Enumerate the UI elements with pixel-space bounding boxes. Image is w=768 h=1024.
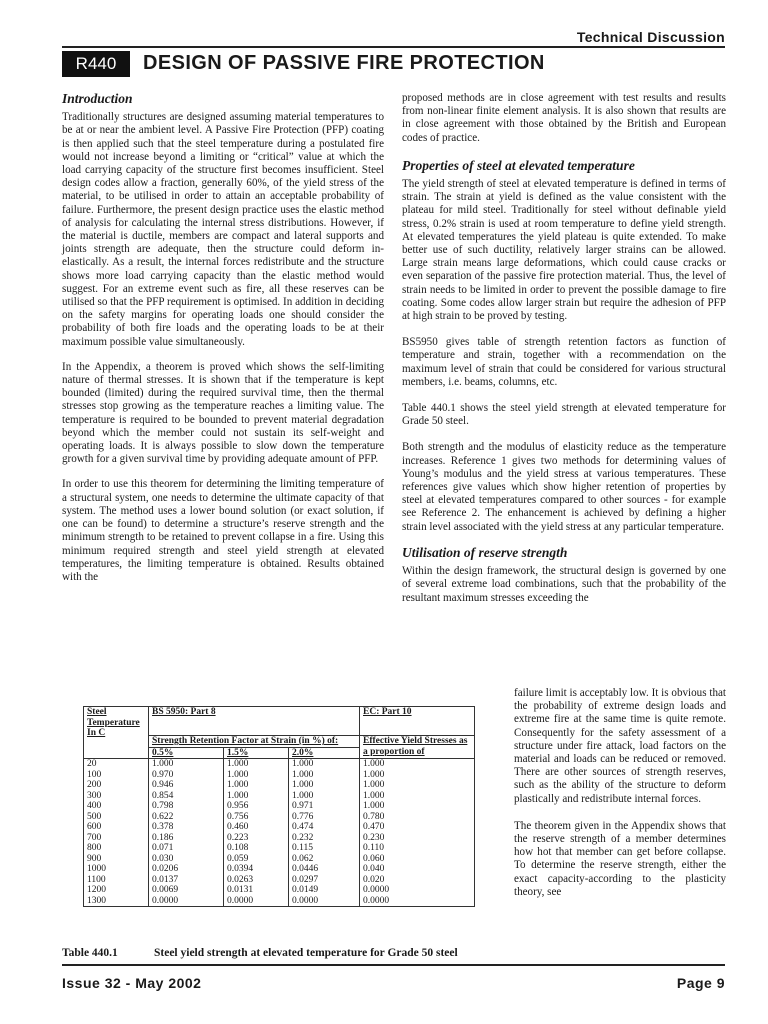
- table-cell: 0.0263: [224, 875, 289, 886]
- header-rule: [62, 46, 725, 48]
- intro-paragraph-2: In the Appendix, a theorem is proved which shows the self-limiting nature of thermal stresses. It is shown that if the temperature is kept bounded (limited) during the required survival time, then the thermal stresses stop growing as the temperature reaches a limiting value. The temperature is required to be bounded to prevent material degradation beyond which the member could not sustain its self-weight and operating loads. It is always possible to slow down the temperature growth for a given survival time by providing adequate amount of PFP.: [62, 360, 384, 466]
- table-row: [84, 791, 475, 802]
- table-cell: 1.000: [289, 770, 360, 781]
- table-cell: 1.000: [360, 780, 475, 791]
- table-row: [84, 885, 475, 896]
- table-cell: 1.000: [224, 759, 289, 770]
- table-row: [84, 770, 475, 781]
- table-cell: 0.0206: [149, 864, 224, 875]
- table-cell: 1.000: [224, 780, 289, 791]
- properties-paragraph-2: BS5950 gives table of strength retention factors as function of temperature and strain, together with a recommendation on the maximum level of strain that could be considered for various structural members, i.e. beams, columns, etc.: [402, 336, 726, 388]
- table-cell: 1.000: [360, 791, 475, 802]
- table-cell: 0.0000: [289, 896, 360, 907]
- table-cell: 0.230: [360, 833, 475, 844]
- table-cell: 1.000: [289, 780, 360, 791]
- table-cell: 0.040: [360, 864, 475, 875]
- table-body: [84, 759, 475, 907]
- issue-label: Issue 32 - May 2002: [62, 975, 202, 991]
- table-caption-text: Steel yield strength at elevated temperature for Grade 50 steel: [154, 947, 458, 959]
- table-row: [84, 833, 475, 844]
- right-column: [402, 92, 726, 605]
- table-cell: 0.0149: [289, 885, 360, 896]
- right-column-narrow: [514, 687, 726, 911]
- table-cell: 0.0394: [224, 864, 289, 875]
- table-cell: 0.798: [149, 801, 224, 812]
- table-cell: 0.378: [149, 822, 224, 833]
- left-column: [62, 92, 384, 596]
- table-subheader-ec: Effective Yield Stresses as a proportion of: [360, 736, 475, 759]
- table-cell: 1000: [84, 864, 149, 875]
- intro-paragraph-3: In order to use this theorem for determining the limiting temperature of a structural system, one needs to determine the ultimate capacity of that system. The method uses a lower bound solution (or exact solution, if one can be found) to determine a structure’s reserve strength and the minimum strength to be retained to prevent collapse in a fire. Using this minimum required strength and steel yield strength at elevated temperatures, the limiting temperature is obtained. Results obtained with the: [62, 478, 384, 583]
- table-cell: 0.460: [224, 822, 289, 833]
- table-cell: 0.780: [360, 812, 475, 823]
- table-cell: 0.0446: [289, 864, 360, 875]
- table-caption: [62, 947, 458, 959]
- table-cell: 0.030: [149, 854, 224, 865]
- table-cell: 0.108: [224, 843, 289, 854]
- table-cell: 0.971: [289, 801, 360, 812]
- table-cell: 200: [84, 780, 149, 791]
- table-cell: 0.0131: [224, 885, 289, 896]
- properties-heading: Properties of steel at elevated temperature: [402, 157, 635, 173]
- table-cell: 0.0000: [360, 885, 475, 896]
- article-title: DESIGN OF PASSIVE FIRE PROTECTION: [143, 52, 545, 74]
- article-badge: R440: [62, 51, 130, 77]
- table-cell: 0.115: [289, 843, 360, 854]
- table-cell: 600: [84, 822, 149, 833]
- utilisation-paragraph-1b: failure limit is acceptably low. It is obvious that the probability of extreme design loads and extreme fire at the same time is quite remote. Consequently for the safety assessment of a structure under fire attack, load factors on the material and loads can be reduced or removed. There are other sources of strength reserves, such as the ability of the structure to deform plastically and redistribute internal forces.: [514, 687, 726, 805]
- table-cell: 0.956: [224, 801, 289, 812]
- properties-paragraph-1: The yield strength of steel at elevated temperature is defined in terms of strain. The strain at yield is defined as the value consistent with the plateau for mild steel. Traditionally for steel without definable yield stress, 0.2% strain is used at room temperature to define yield strength. At elevated temperatures the yield plateau is quite extended. To make better use of such ductility, relatively larger strains can be allowed. Large strain means large deformations, which could cause cracks or even separation of the passive fire protection material. Thus, the level of strain needs to be limited in order to prevent the possible damage to fire coating. Some codes allow larger strain but require the adhesion of PFP at high strain to be proved by testing.: [402, 178, 726, 323]
- table-cell: 0.186: [149, 833, 224, 844]
- table-cell: 1.000: [224, 770, 289, 781]
- table-cell: 0.0000: [224, 896, 289, 907]
- table-cell: 100: [84, 770, 149, 781]
- table-cell: 1.000: [360, 770, 475, 781]
- table-cell: 1200: [84, 885, 149, 896]
- table-cell: 1.000: [224, 791, 289, 802]
- table-cell: 0.0000: [360, 896, 475, 907]
- table-cell: 0.0069: [149, 885, 224, 896]
- table-cell: 0.854: [149, 791, 224, 802]
- table-cell: 0.622: [149, 812, 224, 823]
- table-row: [84, 822, 475, 833]
- table-header-temperature: Steel Temperature In C: [84, 707, 149, 759]
- footer-rule: [62, 964, 725, 966]
- table-strain-2: 1.5%: [224, 747, 289, 759]
- section-label: Technical Discussion: [576, 29, 725, 45]
- table-cell: 1.000: [149, 759, 224, 770]
- table-cell: 0.062: [289, 854, 360, 865]
- table-row: [84, 780, 475, 791]
- table-row: [84, 812, 475, 823]
- table-cell: 0.474: [289, 822, 360, 833]
- table-cell: 0.060: [360, 854, 475, 865]
- table-cell: 0.756: [224, 812, 289, 823]
- utilisation-heading: Utilisation of reserve strength: [402, 544, 568, 560]
- steel-strength-table: [83, 706, 475, 907]
- page-number: Page 9: [676, 975, 725, 991]
- table-cell: 0.0297: [289, 875, 360, 886]
- table-row: [84, 875, 475, 886]
- table-cell: 1.000: [289, 791, 360, 802]
- table-row: [84, 864, 475, 875]
- table-cell: 0.059: [224, 854, 289, 865]
- introduction-heading: Introduction: [62, 91, 133, 106]
- table-cell: 0.020: [360, 875, 475, 886]
- table-cell: 900: [84, 854, 149, 865]
- table-caption-label: Table 440.1: [62, 947, 118, 959]
- table-cell: 0.232: [289, 833, 360, 844]
- table-row: [84, 801, 475, 812]
- intro-paragraph-4: proposed methods are in close agreement with test results and results from non-linear finite element analysis. It is also shown that results are in close agreement with those obtained by the British and European codes of practice.: [402, 92, 726, 144]
- table-cell: 1.000: [289, 759, 360, 770]
- table-cell: 0.946: [149, 780, 224, 791]
- table-strain-3: 2.0%: [289, 747, 360, 759]
- table-cell: 800: [84, 843, 149, 854]
- table-cell: 20: [84, 759, 149, 770]
- table-cell: 0.071: [149, 843, 224, 854]
- table-cell: 1.000: [360, 759, 475, 770]
- table-row: [84, 854, 475, 865]
- table-strain-1: 0.5%: [149, 747, 224, 759]
- table-cell: 400: [84, 801, 149, 812]
- table-cell: 0.0000: [149, 896, 224, 907]
- table-cell: 300: [84, 791, 149, 802]
- table-cell: 1.000: [360, 801, 475, 812]
- table-cell: 1300: [84, 896, 149, 907]
- table-cell: 500: [84, 812, 149, 823]
- table-cell: 0.223: [224, 833, 289, 844]
- properties-paragraph-4: Both strength and the modulus of elasticity reduce as the temperature increases. Reference 1 gives two methods for determining values of Young’s modulus and the yield stress at various temperatures. These references give values which show higher retention of properties by steel at elevated temperatures compared to other sources - for example see Reference 2. The enhancement is achieved by defining a higher strain level associated with the yield stress at any particular temperature.: [402, 441, 726, 533]
- utilisation-paragraph-2: The theorem given in the Appendix shows that the reserve strength of a member determines how hot that member can get before collapse. To determine the reserve strength, either the exact capacity-according to the plasticity theory, see: [514, 819, 726, 898]
- table-cell: 0.110: [360, 843, 475, 854]
- table-row: [84, 759, 475, 770]
- table-cell: 0.776: [289, 812, 360, 823]
- table-header-bs5950: BS 5950: Part 8: [149, 707, 360, 736]
- table-cell: 0.0137: [149, 875, 224, 886]
- table-cell: 0.970: [149, 770, 224, 781]
- table-row: [84, 843, 475, 854]
- table-cell: 1100: [84, 875, 149, 886]
- table-header-ec: EC: Part 10: [360, 707, 475, 736]
- utilisation-paragraph-1a: Within the design framework, the structural design is governed by one of several extreme load combinations, such that the probability of the resultant maximum stresses exceeding the: [402, 565, 726, 604]
- table-row: [84, 896, 475, 907]
- table-cell: 700: [84, 833, 149, 844]
- table-subheader-bs5950: Strength Retention Factor at Strain (in %) of:: [149, 736, 360, 748]
- table-cell: 0.470: [360, 822, 475, 833]
- intro-paragraph-1: Traditionally structures are designed assuming material temperatures to be at or near the ambient level. A Passive Fire Protection (PFP) coating is then applied such that the steel temperature during a postulated fire would not increase beyond a limiting or “critical” value at which the load carrying capacity of the structure first becomes insufficient. Steel design codes allow a fraction, generally 60%, of the yield stress of the material, to be utilised in order to attain an acceptable probability of failure. Furthermore, the present design practice uses the elastic method of analysis for calculating the internal stress distributions. However, if the material is ductile, members are compact and lateral supports and joints strength are adequate, then the structure could deform in-elastically. As a result, the internal forces redistribute and the structure shows more load carrying capacity than the elastic method would suggest. For an extreme event such as fire, all these reserves can be utilised so that the PFP requirement is optimised. In addition in deciding on the safety margins for operating loads one should consider the probability of both fire loads and the operating loads to be at their maximum possible value simultaneously.: [62, 111, 384, 348]
- properties-paragraph-3: Table 440.1 shows the steel yield strength at elevated temperature for Grade 50 steel.: [402, 402, 726, 428]
